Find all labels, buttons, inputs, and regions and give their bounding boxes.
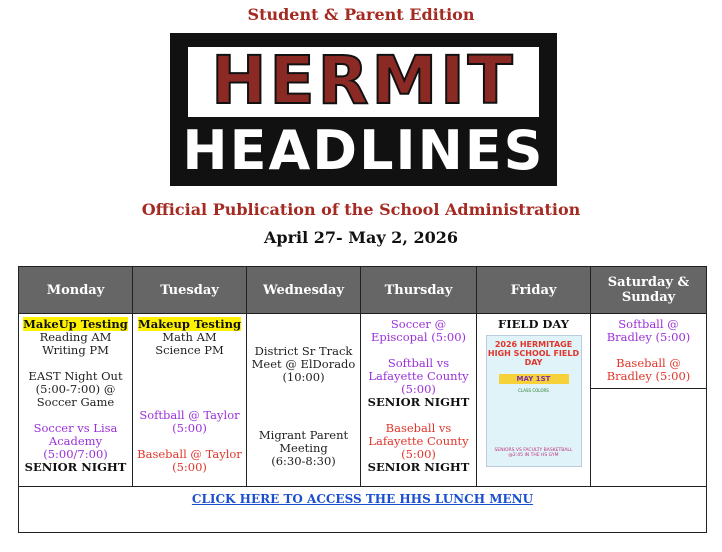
weekend-baseball-line1: Baseball @: [616, 356, 681, 370]
wednesday-track-line1: District Sr Track: [254, 344, 353, 358]
day-header-tuesday: Tuesday: [133, 267, 247, 314]
monday-makeup-testing: MakeUp Testing: [23, 317, 128, 331]
thursday-softball-line1: Softball vs: [387, 356, 450, 370]
weekly-calendar: [18, 266, 707, 533]
official-publication-subtitle: Official Publication of the School Administration: [141, 200, 581, 219]
monday-soccer-line1: Soccer vs Lisa: [33, 421, 118, 435]
friday-cell: [477, 314, 591, 487]
wednesday-track-line2: Meet @ ElDorado: [251, 357, 356, 371]
wednesday-migrant-line2: Meeting: [279, 441, 328, 455]
tuesday-baseball-line1: Baseball @ Taylor: [137, 447, 242, 461]
lunch-menu-link[interactable]: CLICK HERE TO ACCESS THE HHS LUNCH MENU: [191, 492, 534, 506]
flyer-title: 2026 HERMITAGE HIGH SCHOOL FIELD DAY: [487, 340, 580, 367]
tuesday-science: Science PM: [155, 343, 224, 357]
monday-writing: Writing PM: [42, 343, 109, 357]
wednesday-migrant-line3: (6:30-8:30): [271, 454, 336, 468]
weekend-softball-line1: Softball @: [618, 317, 679, 331]
hermit-headlines-logo: [170, 33, 557, 186]
tuesday-softball-line1: Softball @ Taylor: [139, 408, 240, 422]
weekend-cell: [591, 314, 707, 487]
day-header-monday: Monday: [19, 267, 133, 314]
weekend-softball-line2: Bradley (5:00): [606, 330, 691, 344]
edition-title: Student & Parent Edition: [247, 5, 475, 24]
weekend-baseball-line2: Bradley (5:00): [606, 369, 691, 383]
week-dates: April 27- May 2, 2026: [264, 228, 458, 247]
wednesday-migrant-line1: Migrant Parent: [258, 428, 349, 442]
thursday-senior-night-1: SENIOR NIGHT: [367, 395, 470, 409]
thursday-baseball-line1: Baseball vs: [385, 421, 452, 435]
thursday-soccer-line1: Soccer @: [390, 317, 447, 331]
tuesday-softball-line2: (5:00): [172, 421, 207, 435]
tuesday-math: Math AM: [162, 330, 217, 344]
lunch-cell: [19, 487, 707, 533]
thursday-softball-line3: (5:00): [401, 382, 436, 396]
thursday-senior-night-2: SENIOR NIGHT: [367, 460, 470, 474]
thursday-softball-line2: Lafayette County: [368, 369, 469, 383]
wednesday-track-line3: (10:00): [282, 370, 325, 384]
day-header-weekend: Saturday & Sunday: [591, 267, 707, 314]
logo-hermit-text: HERMIT: [211, 42, 516, 119]
thursday-soccer-line2: Episcopal (5:00): [370, 330, 467, 344]
tuesday-cell: [133, 314, 247, 487]
wednesday-cell: [247, 314, 361, 487]
flyer-date: MAY 1ST: [499, 374, 569, 384]
calendar-header-row: [19, 267, 707, 314]
logo-headlines-text: HEADLINES: [182, 119, 545, 182]
lunch-row: [19, 487, 707, 533]
day-header-friday: Friday: [477, 267, 591, 314]
thursday-baseball-line3: (5:00): [401, 447, 436, 461]
monday-soccer-line3: (5:00/7:00): [43, 447, 108, 461]
monday-east-line2: (5:00-7:00) @: [35, 382, 116, 396]
flyer-class-colors: CLASS COLORS: [518, 388, 549, 393]
friday-field-day: FIELD DAY: [498, 317, 569, 331]
flyer-note: SENIORS VS FACULTY BASKETBALL @2:45 IN THE HS GYM: [494, 448, 573, 458]
monday-east-line1: EAST Night Out: [28, 369, 123, 383]
day-header-wednesday: Wednesday: [247, 267, 361, 314]
calendar-events-row: [19, 314, 707, 487]
monday-senior-night: SENIOR NIGHT: [24, 460, 127, 474]
thursday-baseball-line2: Lafayette County: [368, 434, 469, 448]
monday-reading: Reading AM: [39, 330, 112, 344]
thursday-cell: [361, 314, 477, 487]
field-day-flyer: [486, 335, 582, 467]
monday-soccer-line2: Academy: [48, 434, 103, 448]
monday-cell: [19, 314, 133, 487]
day-header-thursday: Thursday: [361, 267, 477, 314]
monday-east-line3: Soccer Game: [36, 395, 115, 409]
tuesday-makeup-testing: Makeup Testing: [138, 317, 241, 331]
tuesday-baseball-line2: (5:00): [172, 460, 207, 474]
